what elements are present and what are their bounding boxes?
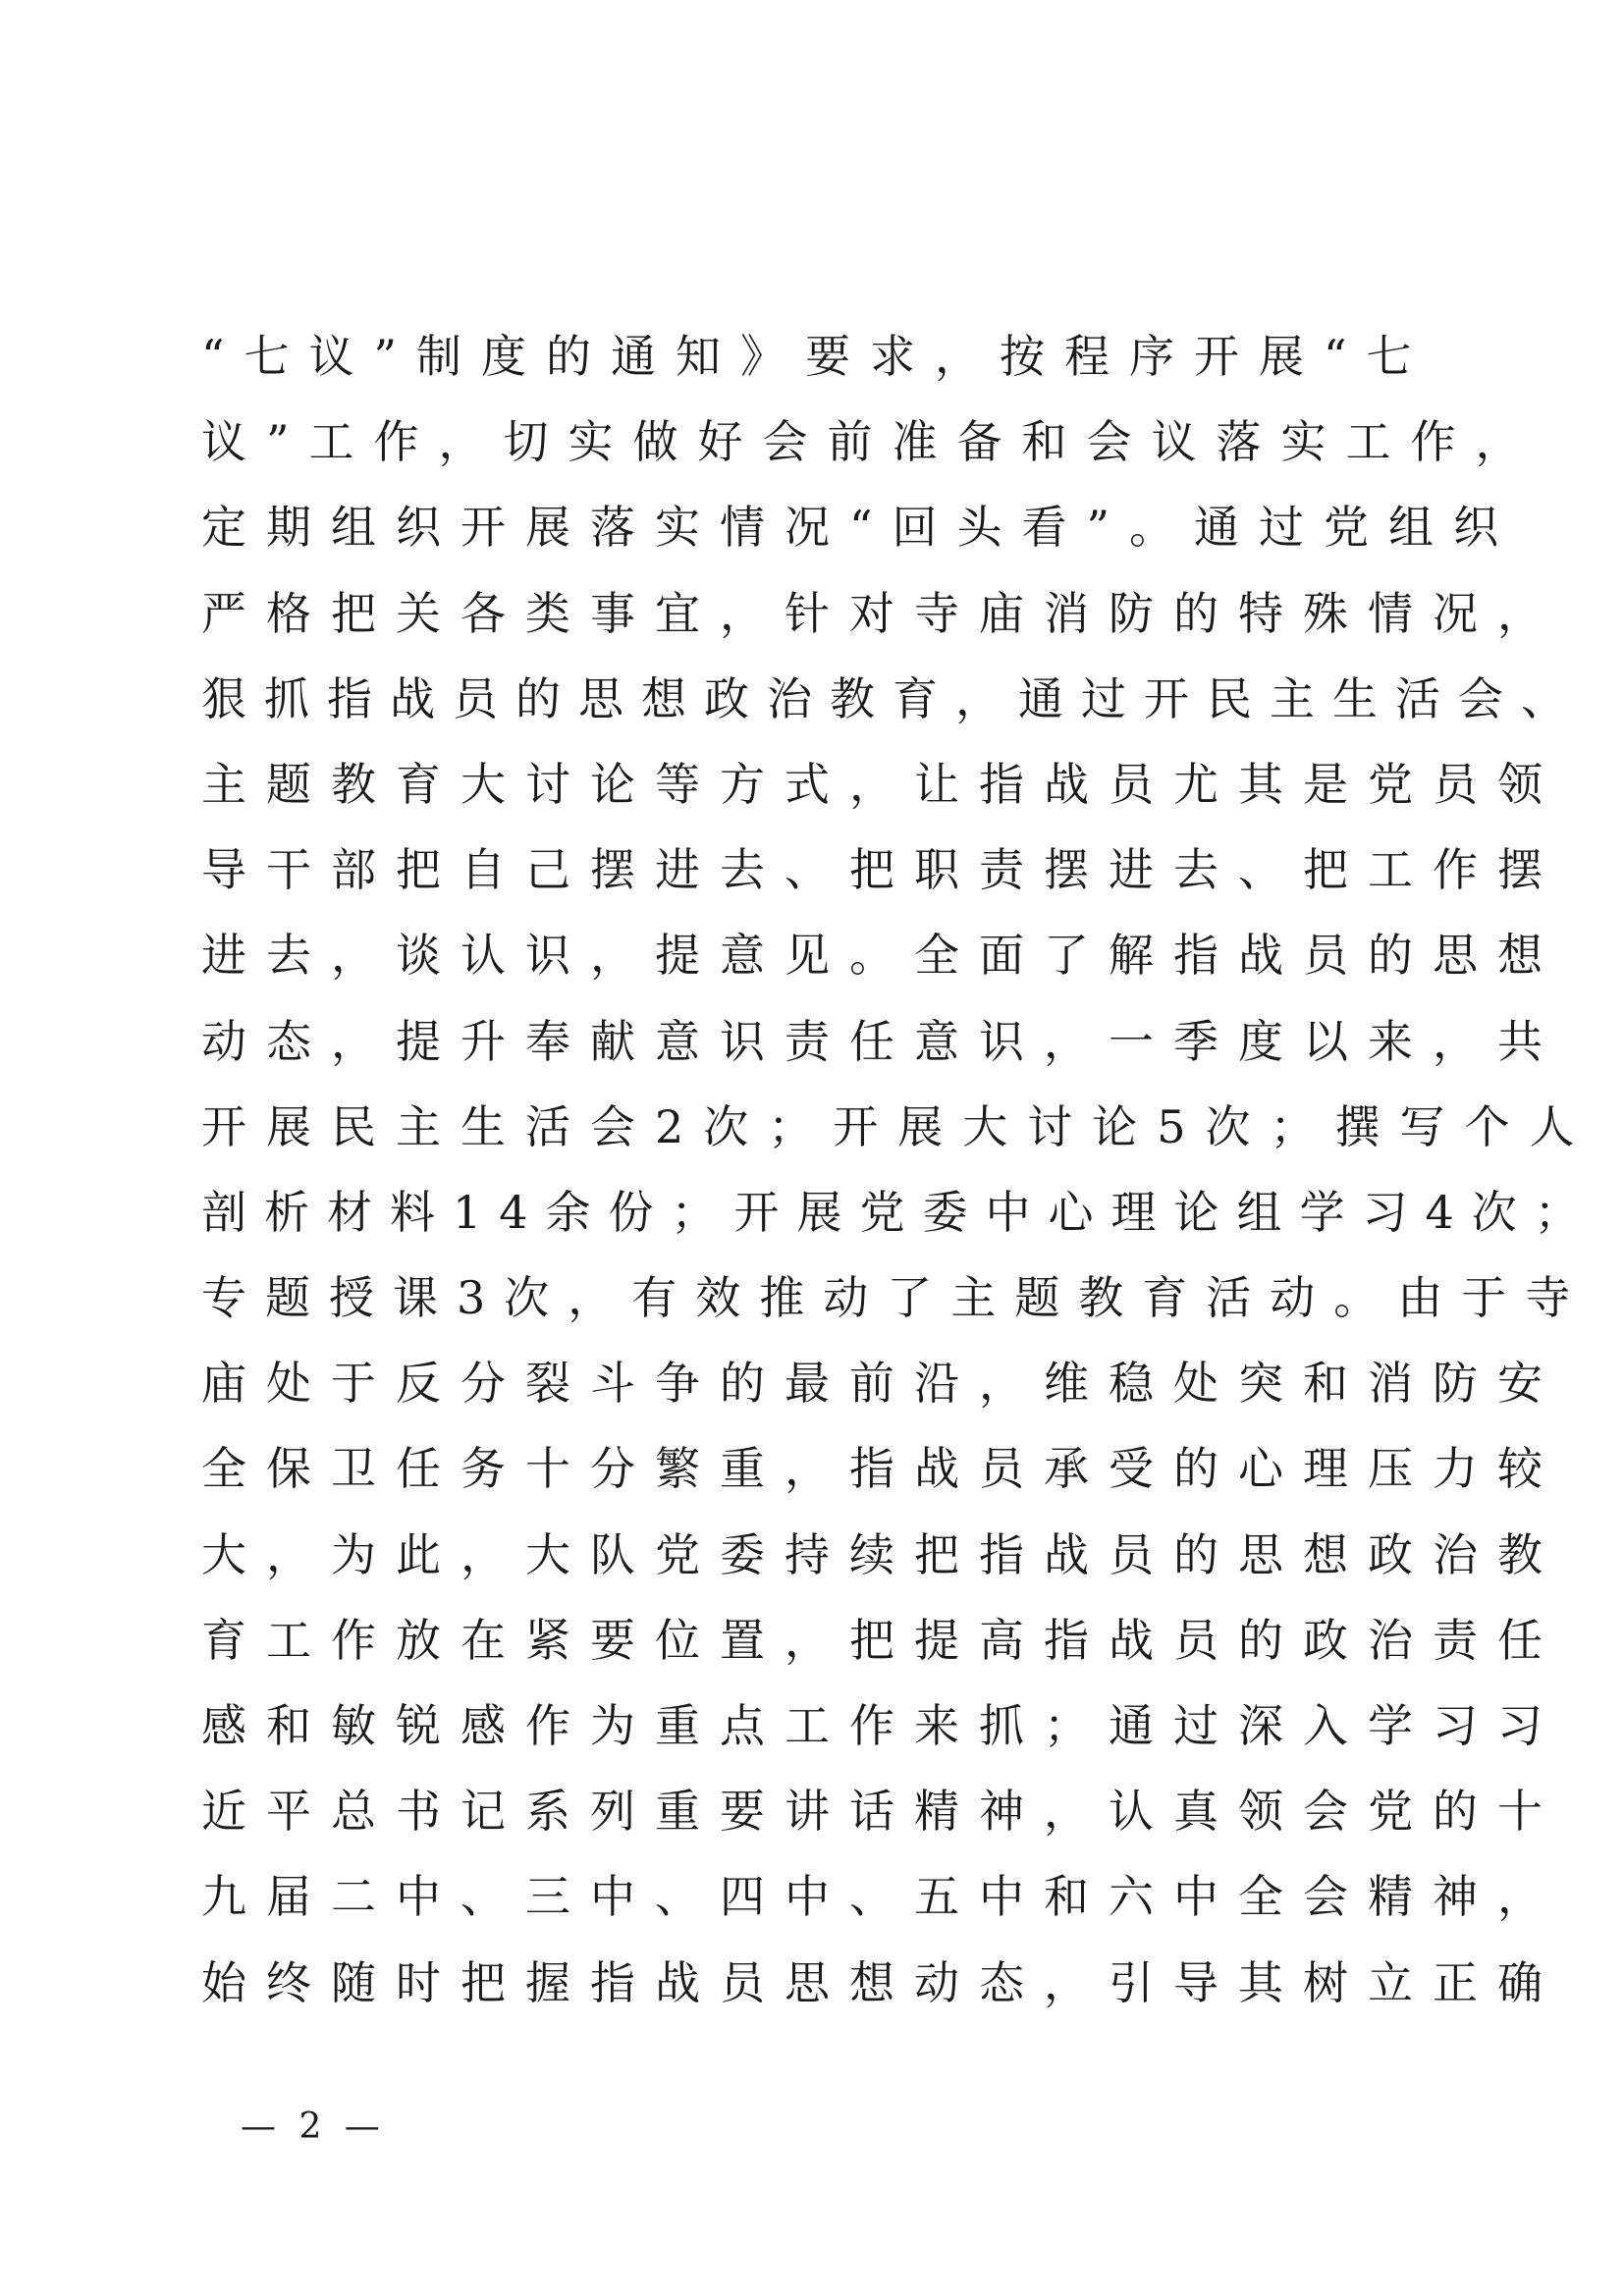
text-line: 主题教育大讨论等方式，让指战员尤其是党员领: [201, 757, 1562, 811]
text-line: 近平总书记系列重要讲话精神，认真领会党的十: [201, 1785, 1562, 1839]
text-line: 全保卫任务十分繁重，指战员承受的心理压力较: [201, 1442, 1562, 1496]
text-line: 导干部把自己摆进去、把职责摆进去、把工作摆: [201, 843, 1562, 897]
page-number: — 2 —: [241, 2107, 386, 2147]
text-line: 进去，谈认识，提意见。全面了解指战员的思想: [201, 929, 1562, 983]
text-line: 定期组织开展落实情况“回头看”。通过党组织: [201, 501, 1519, 555]
text-line: “七议”制度的通知》要求，按程序开展“七: [201, 330, 1432, 383]
text-line: 开展民主生活会2次；开展大讨论5次；撰写个人: [201, 1099, 1595, 1153]
text-line: 专题授课3次，有效推动了主题教育活动。由于寺: [201, 1271, 1590, 1325]
body-text: [201, 314, 1597, 2026]
text-line: 议”工作，切实做好会前准备和会议落实工作，: [201, 415, 1541, 469]
text-line: 九届二中、三中、四中、五中和六中全会精神，: [201, 1870, 1562, 1924]
text-line: 育工作放在紧要位置，把提高指战员的政治责任: [201, 1613, 1562, 1667]
text-line: 感和敏锐感作为重点工作来抓；通过深入学习习: [201, 1699, 1562, 1752]
text-line: 严格把关各类事宜，针对寺庙消防的特殊情况，: [201, 586, 1562, 640]
text-line: 动态，提升奉献意识责任意识，一季度以来，共: [201, 1014, 1562, 1068]
text-line: 大，为此，大队党委持续把指战员的思想政治教: [201, 1527, 1562, 1581]
text-line: 狠抓指战员的思想政治教育，通过开民主生活会、: [201, 671, 1584, 725]
text-line: 庙处于反分裂斗争的最前沿，维稳处突和消防安: [201, 1357, 1562, 1411]
text-line: 剖析材料14余份；开展党委中心理论组学习4次；: [201, 1185, 1597, 1239]
text-line: 始终随时把握指战员思想动态，引导其树立正确: [201, 1955, 1562, 2009]
